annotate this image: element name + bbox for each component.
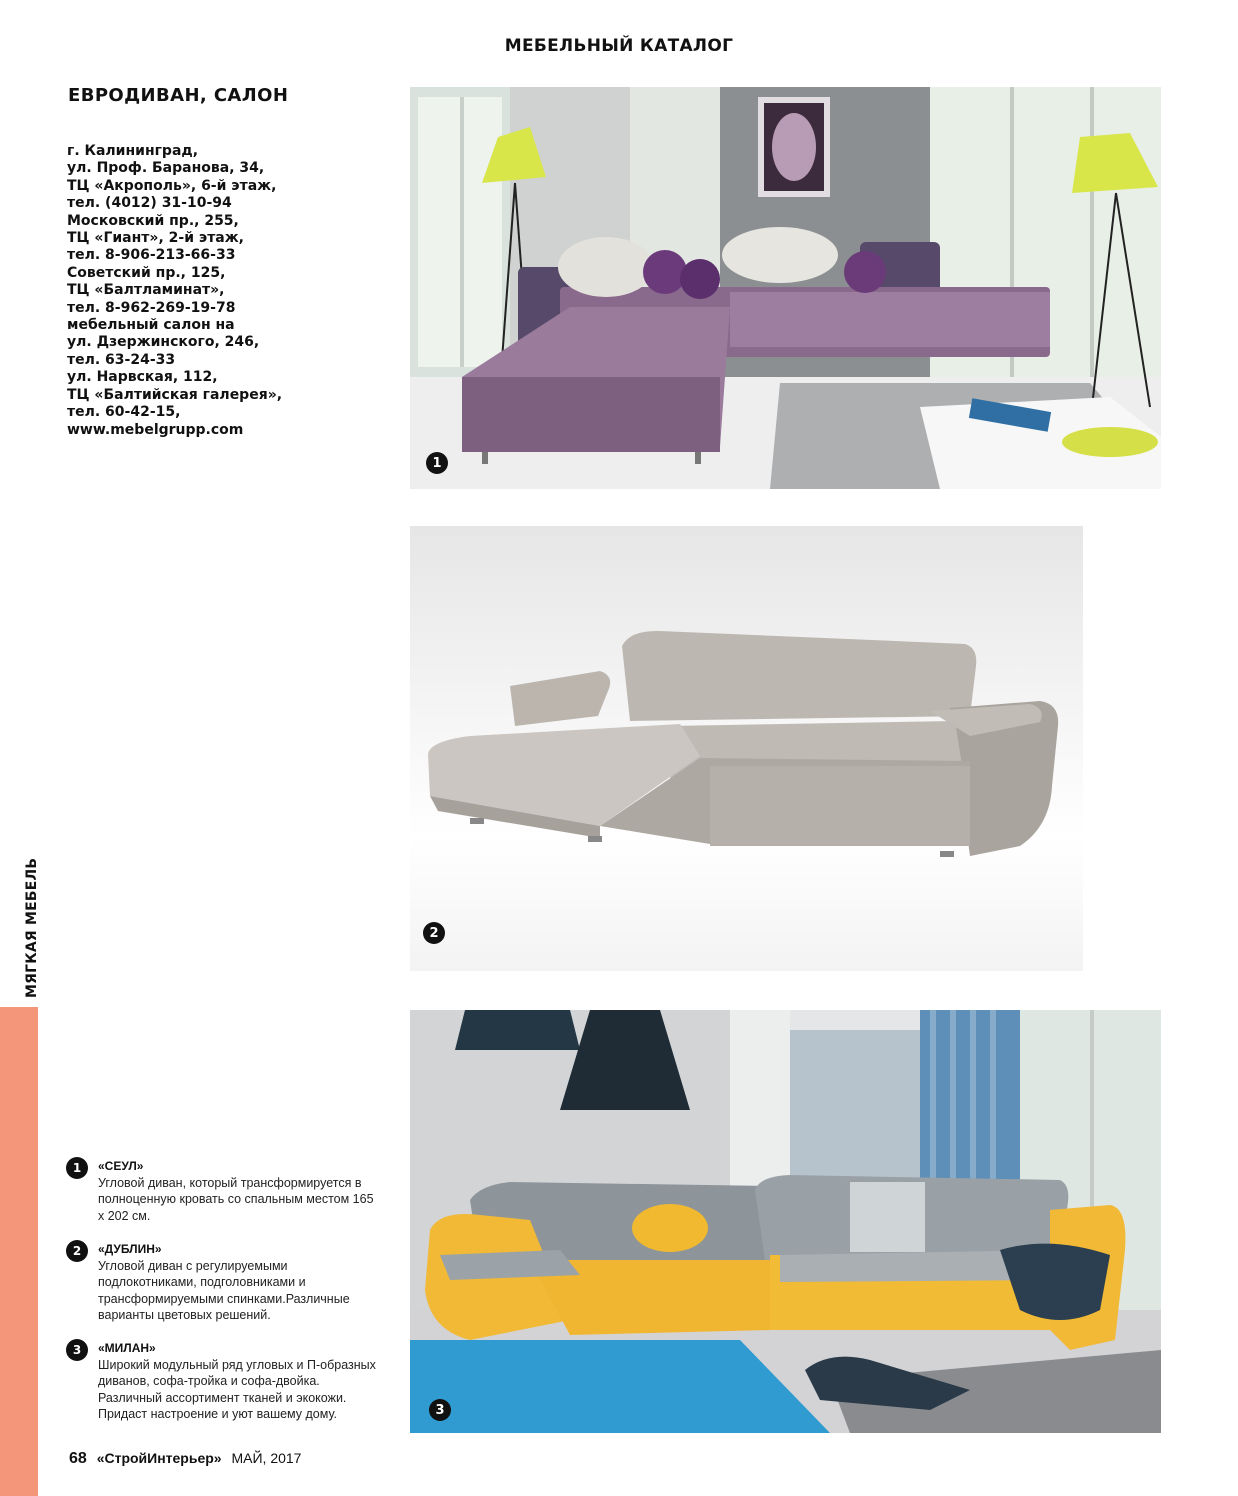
product-text: Широкий модульный ряд угловых и П-образных диванов, софа-тройка и софа-двойка. Различный ассортимент тканей и экокожи. Придаст настроение и уют вашему дому. [98, 1358, 376, 1421]
product-title: «ДУБЛИН» [98, 1242, 162, 1256]
address-line: www.mebelgrupp.com [67, 421, 244, 438]
product-title: «СЕУЛ» [98, 1159, 144, 1173]
photo-sofa-seoul [410, 87, 1161, 489]
store-address [67, 143, 387, 439]
address-line: Московский пр., 255, [67, 212, 239, 229]
photo-sofa-milan [410, 1010, 1161, 1433]
page-footer [69, 1450, 301, 1468]
magazine-name: «СтройИнтерьер» [96, 1450, 222, 1466]
product-number-badge: 3 [66, 1339, 88, 1361]
sofa-seoul-illustration [410, 87, 1161, 489]
address-line: Советский пр., 125, [67, 264, 226, 281]
issue-date: МАЙ, 2017 [231, 1450, 302, 1466]
photo-sofa-dublin [410, 526, 1083, 971]
section-label: МЯГКАЯ МЕБЕЛЬ [24, 857, 40, 998]
address-line: ул. Проф. Баранова, 34, [67, 160, 265, 177]
product-text: Угловой диван, который трансформируется в полноценную кровать со спальным местом 165 х 202 см. [98, 1176, 374, 1223]
address-line: мебельный салон на [67, 317, 235, 334]
sofa-dublin-illustration [410, 526, 1083, 971]
address-line: тел. 8-906-213-66-33 [67, 247, 236, 264]
product-number-badge: 2 [66, 1240, 88, 1262]
address-line: ТЦ «Балтламинат», [67, 282, 225, 299]
address-line: г. Калининград, [67, 143, 199, 159]
sofa-milan-illustration [410, 1010, 1161, 1433]
address-line: тел. 8-962-269-19-78 [67, 299, 236, 316]
catalog-header: МЕБЕЛЬНЫЙ КАТАЛОГ [504, 36, 734, 56]
page-number: 68 [69, 1450, 87, 1467]
product-text: Угловой диван с регулируемыми подлокотниками, подголовниками и трансформируемыми спинками.Различные варианты цветовых решений. [98, 1259, 350, 1322]
address-line: ул. Дзержинского, 246, [67, 334, 260, 351]
photo-number-badge: 2 [423, 922, 445, 944]
product-number-badge: 1 [66, 1157, 88, 1179]
address-line: ТЦ «Гиант», 2-й этаж, [67, 230, 245, 247]
store-name: ЕВРОДИВАН, САЛОН [68, 85, 289, 106]
address-line: ТЦ «Акрополь», 6-й этаж, [67, 177, 277, 194]
product-title: «МИЛАН» [98, 1341, 156, 1355]
photo-number-badge: 3 [429, 1399, 451, 1421]
photo-number-badge: 1 [426, 452, 448, 474]
section-color-bar [0, 1007, 38, 1496]
address-line: тел. 63-24-33 [67, 351, 176, 368]
address-line: тел. (4012) 31-10-94 [67, 195, 232, 212]
address-line: ТЦ «Балтийская галерея», [67, 386, 283, 403]
address-line: тел. 60-42-15, [67, 404, 181, 421]
address-line: ул. Нарвская, 112, [67, 369, 218, 386]
